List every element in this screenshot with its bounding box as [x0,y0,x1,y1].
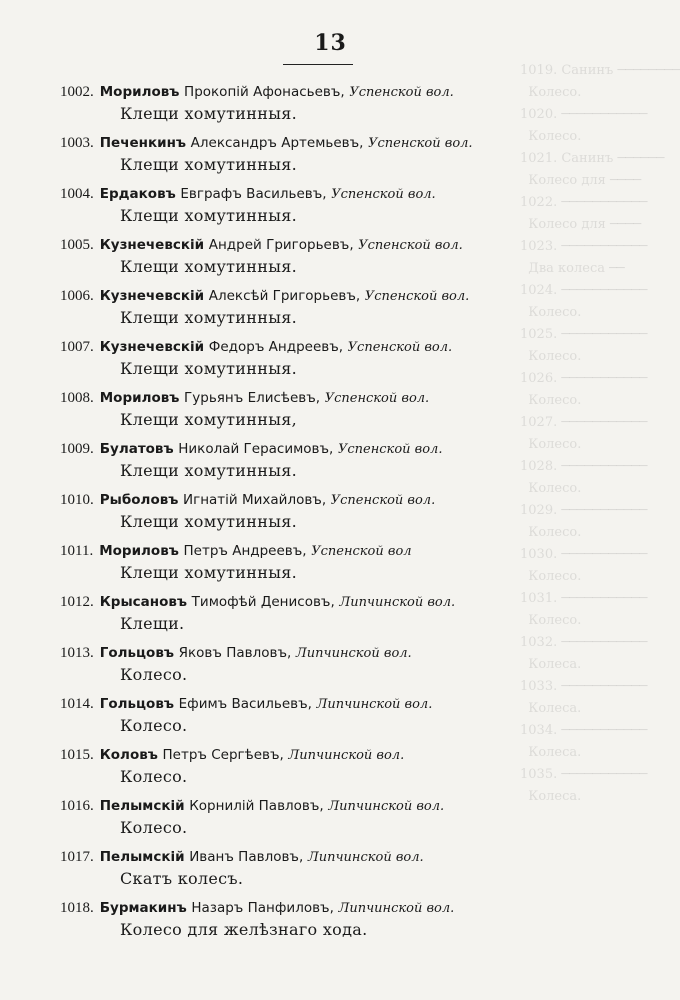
entry-region: Липчинской вол. [288,748,405,763]
entry-item: Скатъ колесъ. [120,869,244,888]
entry-surname: Кузнечевскій [99,237,205,253]
entry [60,235,530,286]
entry-region: Липчинской вол. [295,646,412,661]
entry-surname: Гольцовъ [99,645,175,661]
entry-surname: Кузнечевскій [99,339,205,355]
entry-region: Успенской вол. [347,340,453,355]
entry-given-name: Прокопій Афонасьевъ, [184,84,345,100]
entry-region: Успенской вол. [368,136,473,151]
entry-number: 1010. [60,492,94,508]
entry [60,898,530,949]
entry [60,592,530,643]
entry-number: 1014. [60,696,94,712]
entry-number: 1016. [60,798,94,814]
entry-surname: Мориловъ [99,84,180,100]
entry-region: Успенской вол. [349,85,454,100]
entry-item: Колесо. [120,767,188,786]
entry-given-name: Иванъ Павловъ, [189,849,304,865]
entry [60,796,530,847]
entry-number: 1002. [60,84,94,100]
entry-number: 1006. [60,288,94,304]
entry-number: 1004. [60,186,94,202]
entry-given-name: Петръ Сергѣевъ, [162,747,284,763]
entry-given-name: Петръ Андреевъ, [183,543,307,559]
entry-surname: Булатовъ [99,441,174,457]
entry [60,388,530,439]
entry-given-name: Ефимъ Васильевъ, [178,696,312,712]
entry-region: Липчинской вол. [316,697,433,712]
entry-region: Успенской вол. [364,289,470,304]
entry [60,694,530,745]
entry-given-name: Яковъ Павловъ, [178,645,292,661]
entry-item: Клещи хомутинныя. [120,257,298,276]
entry-region: Успенской вол. [358,238,463,253]
bleed-through-texture: 1019. Санинъ ──────── Колесо. 1020. ─────────── Колесо. 1021. Санинъ ────── Колесо для ──── 1022. ─────────── Колесо для ──── 1023. ─────────── Два колеса ── 1024. ─────────── Колесо. 1025. ─────────── Колесо. 1026. ─────────── Колесо. 1027. ─────────── Колесо. 1028. ─────────── Колесо. 1029. ─────────── Колесо. 1030. ─────────── Колесо. 1031. ─────────── Колесо. 1032. ─────────── Колеса. 1033. ─────────── Колеса. 1034. ─────────── Колеса. 1035. ─────────── Колеса. [520,63,680,804]
entry [60,439,530,490]
entry-item: Клещи хомутинныя. [120,359,298,378]
entry-surname: Пелымскій [99,798,185,814]
entry-item: Клещи хомутинныя. [120,155,298,174]
entry-region: Успенской вол. [330,493,436,508]
entry-number: 1007. [60,339,94,355]
entry-item: Клещи хомутинныя, [120,410,298,429]
entry-surname: Крысановъ [99,594,188,610]
entry-surname: Мориловъ [99,390,180,406]
entry-given-name: Игнатій Михайловъ, [183,492,327,508]
entry-number: 1009. [60,441,94,457]
entry-region: Успенской вол. [337,442,443,457]
entry-surname: Ердаковъ [99,186,176,202]
entry-item: Колесо. [120,665,188,684]
entry-surname: Рыболовъ [99,492,179,508]
entry-item: Колесо для желѣзнаго хода. [120,920,368,939]
entry [60,184,530,235]
entry-number: 1012. [60,594,94,610]
entry-given-name: Андрей Григорьевъ, [208,237,354,253]
entry-number: 1005. [60,237,94,253]
entry [60,643,530,694]
entry-item: Колесо. [120,818,188,837]
entry-item: Колесо. [120,716,188,735]
entry [60,337,530,388]
entry-given-name: Алексѣй Григорьевъ, [208,288,361,304]
entry-number: 1011. [60,543,94,559]
entry [60,82,530,133]
entry [60,286,530,337]
entry-given-name: Гурьянъ Елисѣевъ, [184,390,321,406]
entry-number: 1003. [60,135,94,151]
entry-given-name: Федоръ Андреевъ, [208,339,344,355]
entry-given-name: Николай Герасимовъ, [178,441,334,457]
entry-number: 1017. [60,849,94,865]
entry-given-name: Евграфъ Васильевъ, [180,186,327,202]
entry-number: 1018. [60,900,94,916]
entry-item: Клещи хомутинныя. [120,104,298,123]
entry-surname: Печенкинъ [99,135,187,151]
entry-region: Липчинской вол. [307,850,424,865]
entry-given-name: Корнилій Павловъ, [189,798,324,814]
entry [60,745,530,796]
entry-list [60,82,530,949]
entry-number: 1015. [60,747,94,763]
entry-item: Клещи хомутинныя. [120,563,298,582]
entry-given-name: Тимофѣй Денисовъ, [191,594,335,610]
entry-item: Клещи хомутинныя. [120,461,298,480]
entry-item: Клещи хомутинныя. [120,206,298,225]
entry-surname: Коловъ [99,747,158,763]
entry-given-name: Александръ Артемьевъ, [190,135,364,151]
entry-surname: Кузнечевскій [99,288,205,304]
entry [60,133,530,184]
entry-region: Успенской вол [311,544,412,559]
entry-number: 1008. [60,390,94,406]
entry-region: Липчинской вол. [338,901,455,916]
entry-surname: Гольцовъ [99,696,175,712]
entry-surname: Бурмакинъ [99,900,187,916]
page-number: 13 [314,30,347,56]
entry-region: Липчинской вол. [328,799,445,814]
page-number-rule [283,64,353,65]
entry-item: Клещи. [120,614,185,633]
entry-region: Липчинской вол. [339,595,456,610]
entry [60,541,530,592]
entry-item: Клещи хомутинныя. [120,512,298,531]
entry-surname: Пелымскій [99,849,185,865]
entry-item: Клещи хомутинныя. [120,308,298,327]
entry-surname: Мориловъ [99,543,179,559]
entry-number: 1013. [60,645,94,661]
entry-region: Успенской вол. [324,391,430,406]
entry [60,847,530,898]
entry-given-name: Назаръ Панфиловъ, [191,900,334,916]
entry-region: Успенской вол. [331,187,436,202]
entry [60,490,530,541]
